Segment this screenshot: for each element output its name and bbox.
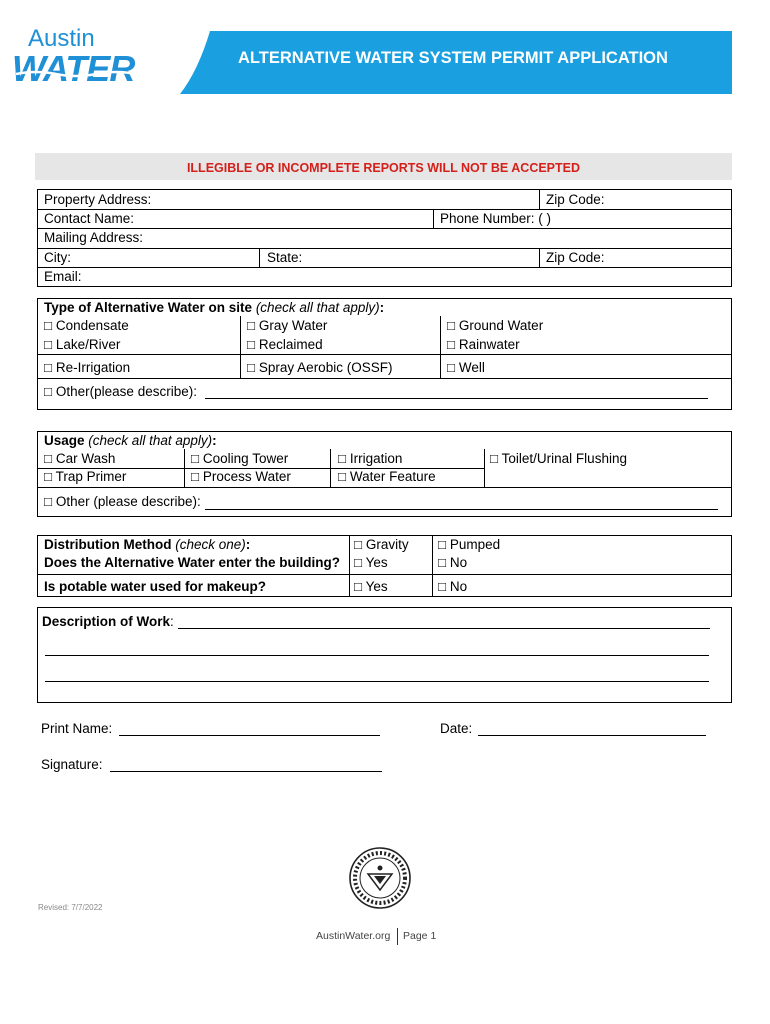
checkbox-gravity[interactable]: □ Gravity [354, 537, 409, 552]
checkbox-gray-water[interactable]: □ Gray Water [247, 318, 328, 333]
signature-line[interactable] [110, 771, 382, 772]
description-line-2[interactable] [45, 655, 709, 656]
checkbox-rainwater[interactable]: □ Rainwater [447, 337, 520, 352]
page-title: ALTERNATIVE WATER SYSTEM PERMIT APPLICATION [238, 49, 668, 67]
checkbox-reclaimed[interactable]: □ Reclaimed [247, 337, 323, 352]
water-type-heading: Type of Alternative Water on site (check all that apply): [44, 300, 385, 315]
checkbox-enter-yes[interactable]: □ Yes [354, 555, 388, 570]
checkbox-water-other[interactable]: □ Other(please describe): [44, 384, 197, 399]
logo-wave-icon [16, 70, 156, 78]
checkbox-ground-water[interactable]: □ Ground Water [447, 318, 544, 333]
makeup-question: Is potable water used for makeup? [44, 579, 267, 594]
checkbox-condensate[interactable]: □ Condensate [44, 318, 129, 333]
property-address-field[interactable]: Property Address: [44, 192, 152, 207]
mailing-address-field[interactable]: Mailing Address: [44, 230, 144, 245]
checkbox-spray-aerobic[interactable]: □ Spray Aerobic (OSSF) [247, 360, 393, 375]
distribution-heading: Distribution Method (check one): [44, 537, 251, 552]
city-seal-icon [348, 846, 412, 910]
checkbox-usage-other[interactable]: □ Other (please describe): [44, 494, 201, 509]
description-line-3[interactable] [45, 681, 709, 682]
usage-heading: Usage (check all that apply): [44, 433, 217, 448]
signature-label: Signature: [41, 757, 103, 772]
state-field[interactable]: State: [267, 250, 303, 265]
checkbox-re-irrigation[interactable]: □ Re-Irrigation [44, 360, 131, 375]
checkbox-toilet-flushing[interactable]: □ Toilet/Urinal Flushing [490, 451, 627, 466]
checkbox-process-water[interactable]: □ Process Water [191, 469, 291, 484]
usage-other-line[interactable] [205, 509, 718, 510]
property-zip-field[interactable]: Zip Code: [546, 192, 605, 207]
phone-number-field[interactable]: Phone Number: ( ) [440, 211, 552, 226]
mailing-zip-field[interactable]: Zip Code: [546, 250, 605, 265]
city-field[interactable]: City: [44, 250, 71, 265]
logo-bottom-text: WATER [12, 48, 135, 89]
logo-top-text: Austin [28, 25, 95, 52]
checkbox-cooling-tower[interactable]: □ Cooling Tower [191, 451, 289, 466]
checkbox-trap-primer[interactable]: □ Trap Primer [44, 469, 127, 484]
email-field[interactable]: Email: [44, 269, 82, 284]
revised-date: Revised: 7/7/2022 [38, 903, 103, 912]
checkbox-irrigation[interactable]: □ Irrigation [338, 451, 403, 466]
checkbox-well[interactable]: □ Well [447, 360, 485, 375]
print-name-label: Print Name: [41, 721, 113, 736]
checkbox-enter-no[interactable]: □ No [438, 555, 468, 570]
checkbox-water-feature[interactable]: □ Water Feature [338, 469, 436, 484]
checkbox-pumped[interactable]: □ Pumped [438, 537, 501, 552]
contact-name-field[interactable]: Contact Name: [44, 211, 135, 226]
description-label: Description of Work: [42, 614, 174, 629]
water-other-line[interactable] [205, 398, 708, 399]
description-line-1[interactable] [178, 628, 710, 629]
checkbox-makeup-no[interactable]: □ No [438, 579, 468, 594]
warning-text: ILLEGIBLE OR INCOMPLETE REPORTS WILL NOT BE ACCEPTED [186, 161, 581, 175]
print-name-line[interactable] [119, 735, 380, 736]
page-number: Page 1 [403, 930, 437, 942]
date-label: Date: [440, 721, 473, 736]
checkbox-makeup-yes[interactable]: □ Yes [354, 579, 388, 594]
checkbox-car-wash[interactable]: □ Car Wash [44, 451, 116, 466]
logo [12, 26, 154, 94]
enter-building-question: Does the Alternative Water enter the building? [44, 555, 341, 570]
date-line[interactable] [478, 735, 706, 736]
footer-divider [397, 928, 398, 945]
checkbox-lake-river[interactable]: □ Lake/River [44, 337, 121, 352]
footer-site-link[interactable]: AustinWater.org [316, 930, 391, 942]
